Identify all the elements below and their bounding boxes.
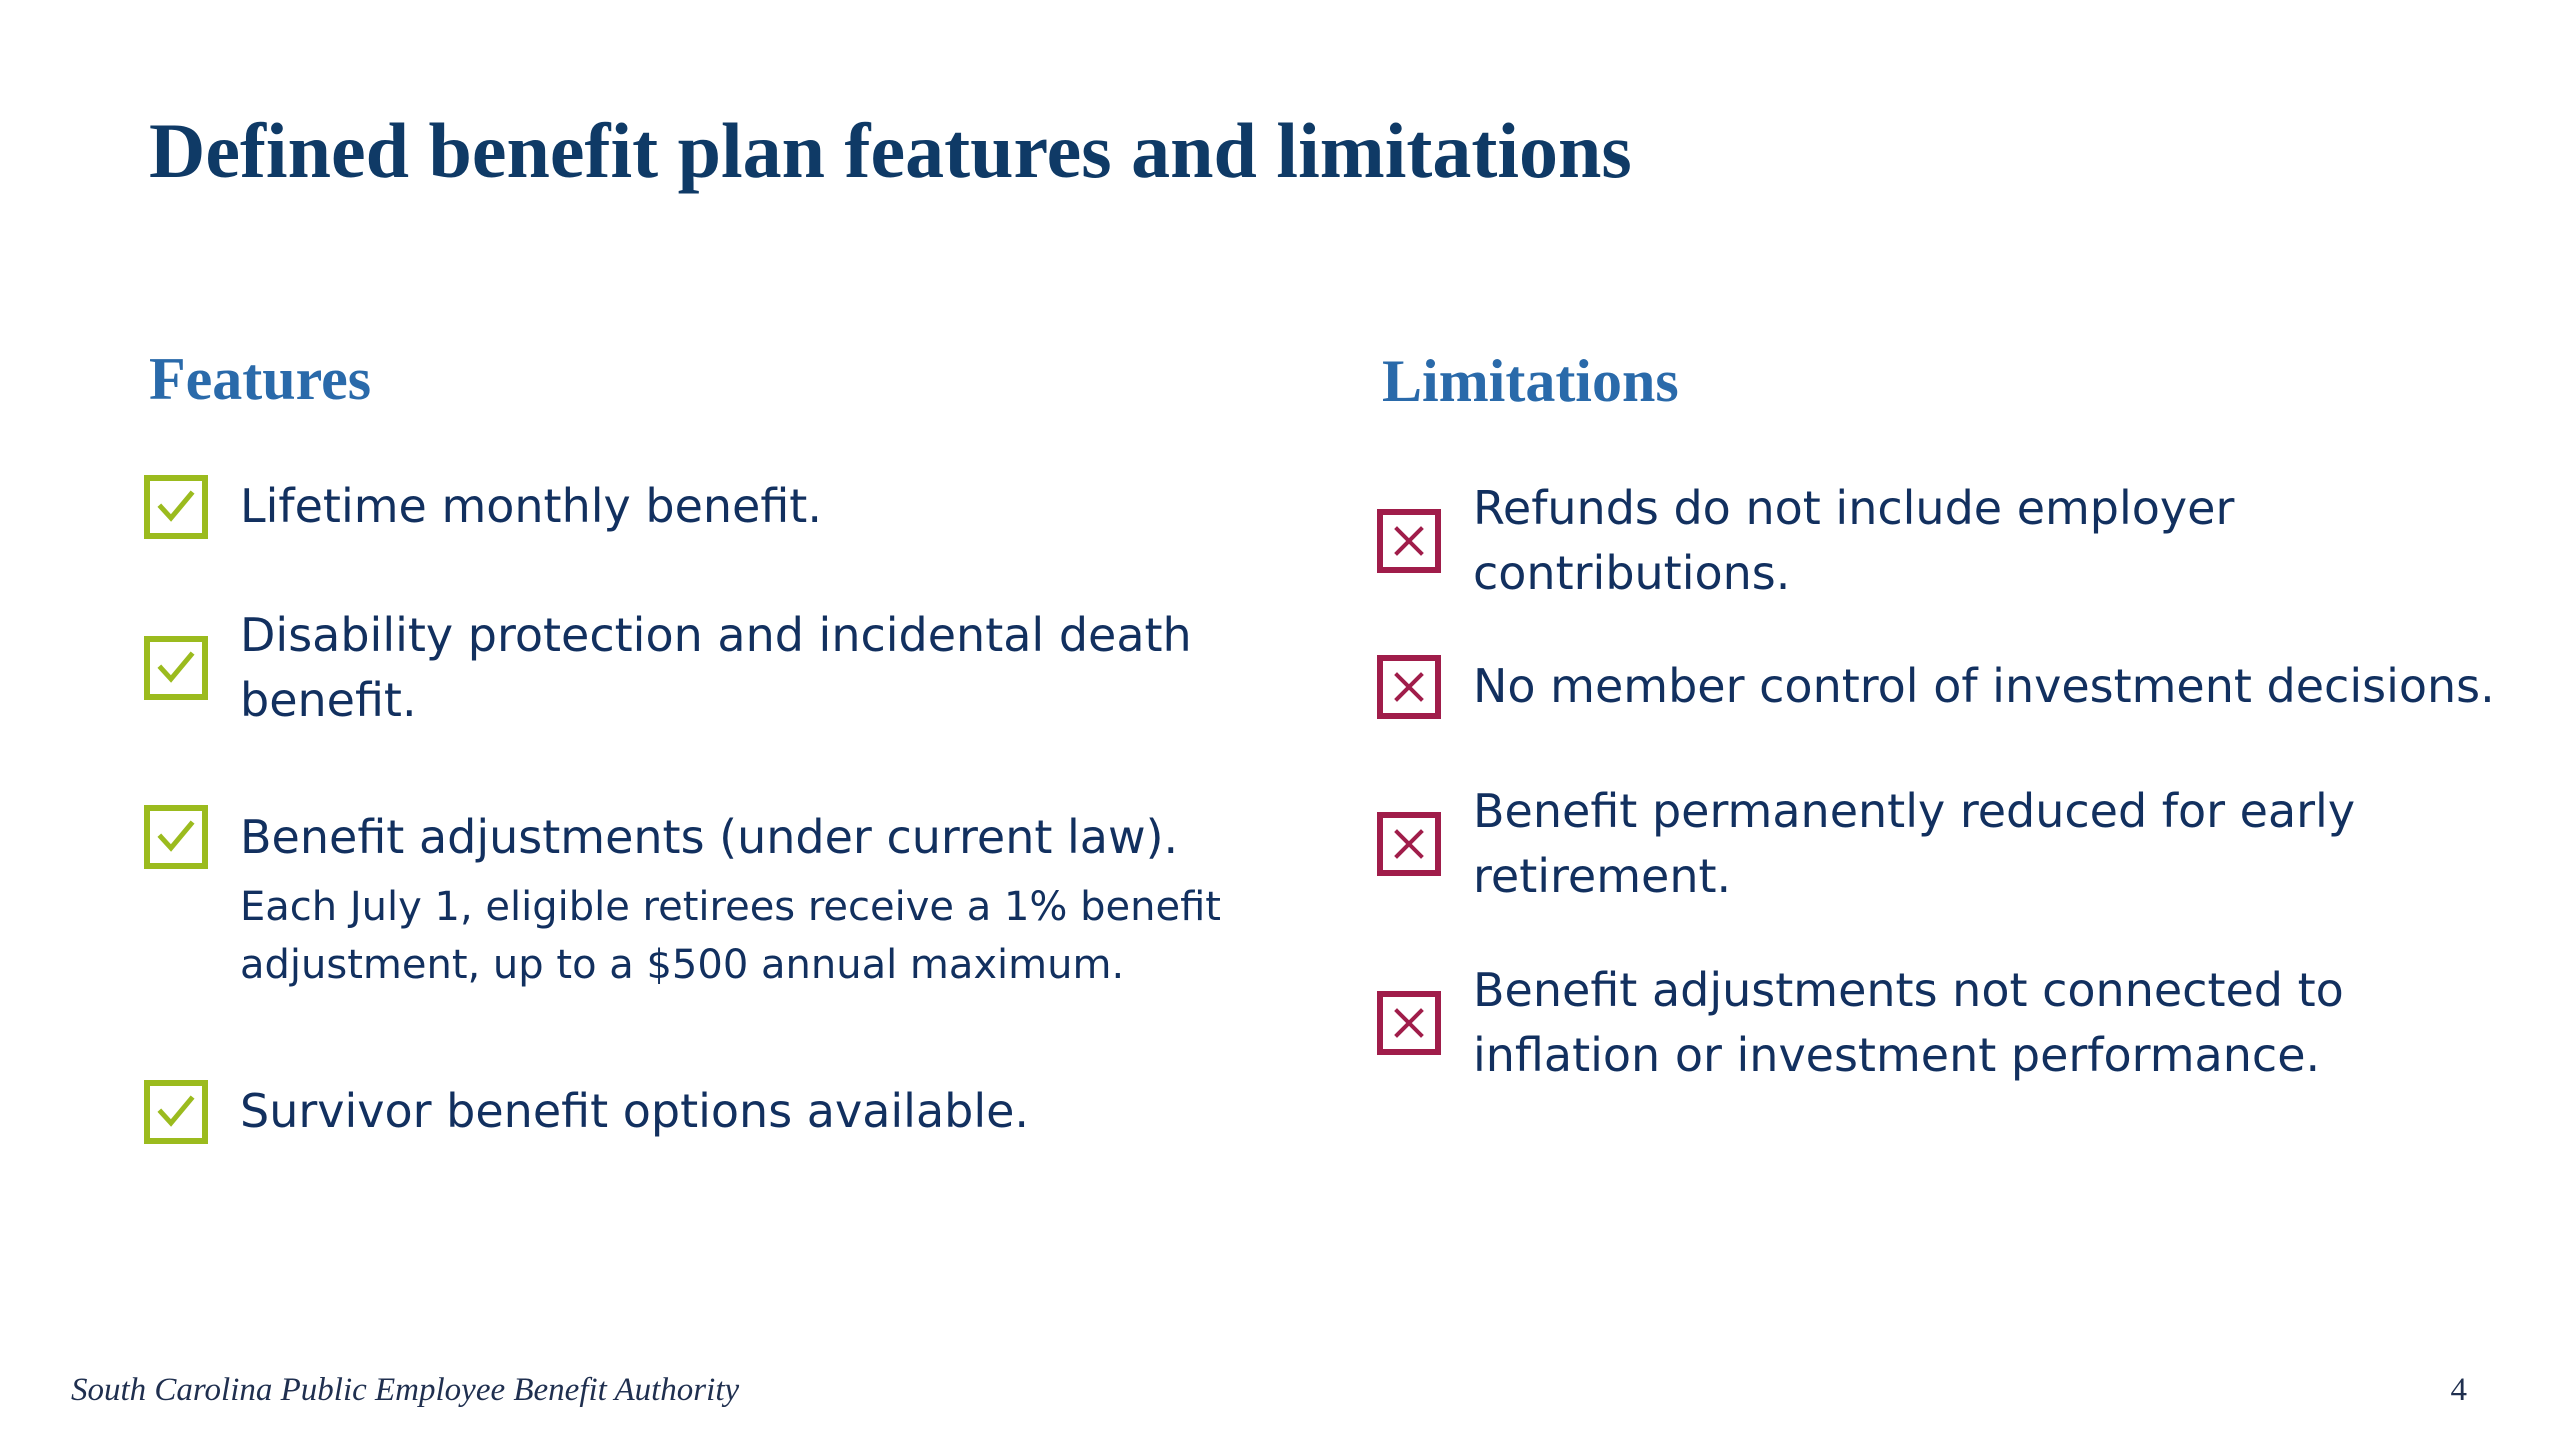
checkbox-x-icon <box>1377 509 1441 573</box>
footer-organization: South Carolina Public Employee Benefit Authority <box>71 1372 740 1408</box>
checkbox-checked-icon <box>144 805 208 869</box>
features-heading: Features <box>149 346 372 412</box>
feature-item-text: Survivor benefit options available. <box>240 1084 1030 1138</box>
feature-item-subtext: Each July 1, eligible retirees receive a 1% benefit adjustment, up to a $500 annual maximum. <box>240 884 1221 988</box>
checkbox-x-icon <box>1377 991 1441 1055</box>
feature-item <box>144 805 1244 994</box>
feature-item <box>144 474 1244 539</box>
limitation-item <box>1377 476 2527 606</box>
limitation-item <box>1377 958 2527 1088</box>
limitation-item <box>1377 779 2527 909</box>
checkbox-x-icon <box>1377 655 1441 719</box>
limitation-item-text: Benefit permanently reduced for early retirement. <box>1473 784 2356 903</box>
page-number: 4 <box>2450 1372 2467 1408</box>
feature-item <box>144 603 1244 733</box>
feature-item-text: Disability protection and incidental death benefit. <box>240 608 1192 727</box>
checkbox-checked-icon <box>144 1080 208 1144</box>
checkbox-checked-icon <box>144 636 208 700</box>
feature-item <box>144 1079 1244 1144</box>
limitations-heading: Limitations <box>1382 348 1679 414</box>
limitation-item <box>1377 654 2527 719</box>
feature-item-text-block <box>240 805 1240 994</box>
slide-title: Defined benefit plan features and limitations <box>149 107 1632 194</box>
feature-item-text: Benefit adjustments (under current law). <box>240 810 1179 864</box>
feature-item-text: Lifetime monthly benefit. <box>240 479 822 533</box>
checkbox-x-icon <box>1377 812 1441 876</box>
checkbox-checked-icon <box>144 475 208 539</box>
limitation-item-text: Refunds do not include employer contributions. <box>1473 481 2235 600</box>
limitation-item-text: No member control of investment decisions. <box>1473 659 2495 713</box>
limitation-item-text: Benefit adjustments not connected to inflation or investment performance. <box>1473 963 2344 1082</box>
